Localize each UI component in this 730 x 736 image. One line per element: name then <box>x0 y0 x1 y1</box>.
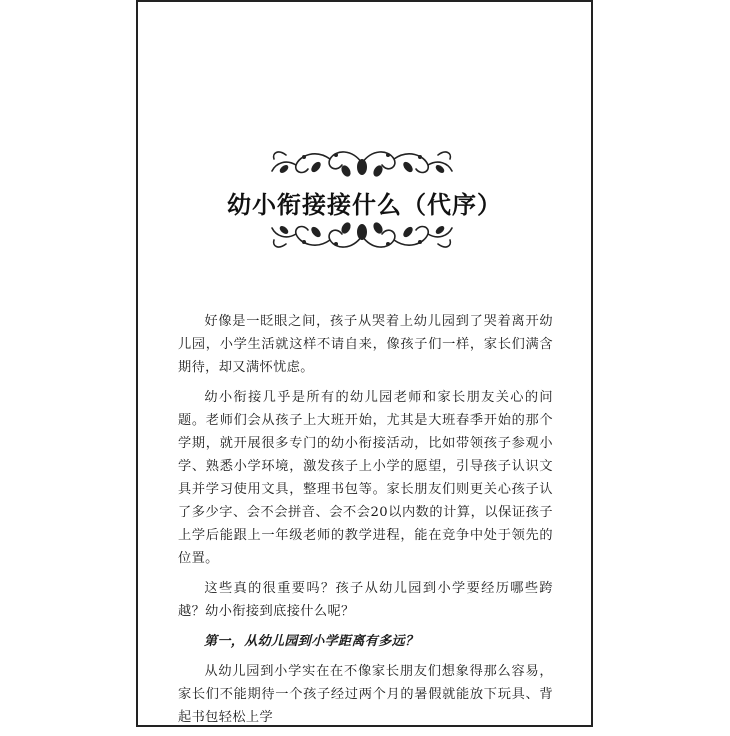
paragraph: 这些真的很重要吗？孩子从幼儿园到小学要经历哪些跨越？幼小衔接到底接什么呢？ <box>178 581 553 619</box>
paragraph: 幼小衔接几乎是所有的幼儿园老师和家长朋友关心的问题。老师们会从孩子上大班开始，尤其是大班春季开始的那个学期，就开展很多专门的幼小衔接活动，比如带领孩子参观小学、熟悉小学环境，激发孩子上小学的愿望，引导孩子认识文具并学习使用文具，整理书包等。家长朋友们则更关心孩子认了多少字、会不会拼音、会不会20以内数的计算，以保证孩子上学后能跟上一年级老师的教学进程，能在竞争中处于领先的位置。 <box>178 390 553 566</box>
book-page <box>136 0 593 727</box>
paragraph: 好像是一眨眼之间，孩子从哭着上幼儿园到了哭着离开幼儿园，小学生活就这样不请自来，像孩子们一样，家长们满含期待，却又满怀忧虑。 <box>178 314 553 375</box>
floral-ornament-icon <box>266 145 458 181</box>
page-title: 幼小衔接接什么（代序） <box>227 191 502 219</box>
section-heading: 第一，从幼儿园到小学距离有多远？ <box>204 634 419 649</box>
body-text <box>178 310 553 736</box>
floral-ornament-icon <box>266 218 458 254</box>
paragraph: 从幼儿园到小学实在在不像家长朋友们想象得那么容易，家长们不能期待一个孩子经过两个月的暑假就能放下玩具、背起书包轻松上学 <box>178 664 553 725</box>
